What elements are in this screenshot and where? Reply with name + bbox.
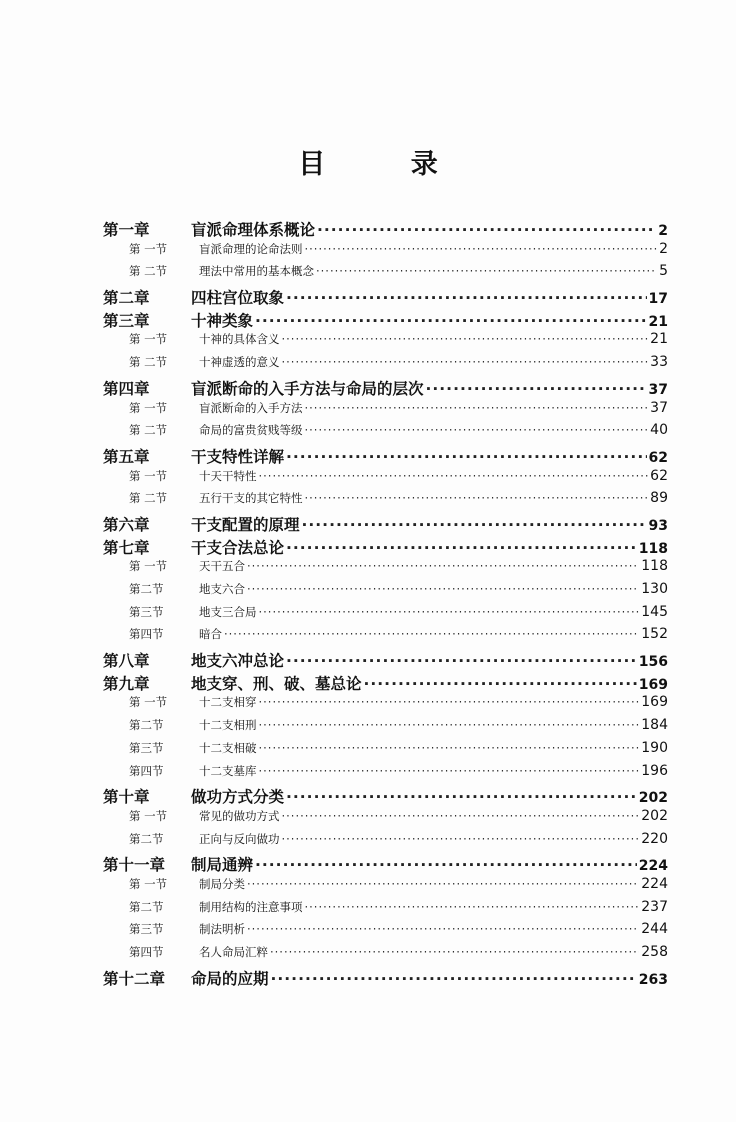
dot-leader bbox=[259, 764, 640, 778]
entry-label: 第一章 bbox=[103, 221, 150, 239]
toc-section-entry bbox=[103, 740, 668, 763]
toc-chapter-entry bbox=[103, 286, 668, 309]
entry-label: 第 一节 bbox=[129, 808, 168, 823]
entry-title: 十天干特性 bbox=[199, 468, 257, 483]
entry-title: 干支特性详解 bbox=[191, 447, 285, 466]
toc-chapter-entry bbox=[103, 445, 668, 468]
entry-title: 地支六合 bbox=[199, 582, 245, 596]
entry-title: 十二支相破 bbox=[199, 740, 257, 755]
entry-title: 理法中常用的基本概念 bbox=[199, 264, 314, 279]
entry-page-number: 37 bbox=[648, 381, 668, 398]
entry-title: 正向与反向做功 bbox=[199, 831, 280, 846]
entry-title: 名人命局汇粹 bbox=[199, 945, 268, 959]
toc-chapter-entry bbox=[103, 218, 668, 241]
entry-label: 第 一节 bbox=[129, 332, 168, 347]
toc-chapter-entry bbox=[103, 309, 668, 332]
dot-leader bbox=[224, 627, 639, 641]
entry-page-number: 152 bbox=[641, 626, 668, 643]
entry-label: 第四节 bbox=[129, 945, 164, 959]
dot-leader bbox=[270, 945, 639, 959]
dot-leader bbox=[317, 221, 656, 239]
dot-leader bbox=[259, 741, 640, 755]
entry-page-number: 156 bbox=[638, 654, 668, 671]
entry-page-number: 2 bbox=[659, 240, 668, 257]
entry-label: 第二节 bbox=[129, 831, 164, 846]
entry-label: 第二节 bbox=[129, 899, 164, 914]
toc-section-entry bbox=[103, 921, 668, 944]
entry-label: 第六章 bbox=[103, 515, 150, 534]
entry-label: 第 二节 bbox=[129, 355, 168, 370]
entry-page-number: 118 bbox=[641, 558, 668, 575]
dot-leader bbox=[282, 832, 640, 846]
toc-section-entry bbox=[103, 604, 668, 627]
entry-page-number: 37 bbox=[650, 399, 668, 416]
entry-page-number: 21 bbox=[650, 331, 668, 348]
toc-section-entry bbox=[103, 400, 668, 423]
entry-label: 第三节 bbox=[129, 922, 164, 937]
entry-label: 第三节 bbox=[129, 604, 164, 619]
entry-page-number: 5 bbox=[659, 263, 668, 280]
toc-chapter-entry bbox=[103, 785, 668, 808]
dot-leader bbox=[286, 788, 637, 806]
toc-section-entry bbox=[103, 241, 668, 264]
entry-title: 制用结构的注意事项 bbox=[199, 899, 303, 914]
entry-title: 命局的应期 bbox=[191, 969, 269, 988]
entry-page-number: 62 bbox=[648, 449, 668, 466]
entry-label: 第二节 bbox=[129, 582, 164, 596]
entry-label: 第七章 bbox=[103, 538, 150, 557]
dot-leader bbox=[286, 539, 637, 557]
entry-page-number: 237 bbox=[641, 898, 668, 915]
entry-label: 第十一章 bbox=[103, 856, 166, 875]
entry-label: 第二章 bbox=[103, 289, 150, 308]
toc-chapter-entry bbox=[103, 377, 668, 400]
entry-label: 第 一节 bbox=[129, 241, 168, 256]
toc-section-entry bbox=[103, 717, 668, 740]
entry-title: 十二支墓库 bbox=[199, 763, 257, 778]
dot-leader bbox=[271, 970, 637, 988]
entry-label: 第 一节 bbox=[129, 695, 168, 710]
dot-leader bbox=[302, 516, 647, 534]
entry-page-number: 169 bbox=[638, 676, 668, 693]
dot-leader bbox=[255, 312, 647, 330]
dot-leader bbox=[305, 242, 658, 256]
entry-title: 制局通辨 bbox=[191, 856, 254, 875]
entry-page-number: 190 bbox=[641, 739, 668, 756]
entry-page-number: 224 bbox=[638, 858, 668, 875]
entry-label: 第 一节 bbox=[129, 559, 168, 574]
entry-page-number: 93 bbox=[648, 517, 668, 534]
entry-title: 天干五合 bbox=[199, 559, 245, 574]
dot-leader bbox=[282, 355, 649, 369]
entry-page-number: 224 bbox=[641, 875, 668, 892]
entry-title: 制局分类 bbox=[199, 876, 245, 891]
toc-section-entry bbox=[103, 558, 668, 581]
entry-title: 地支三合局 bbox=[199, 604, 257, 619]
dot-leader bbox=[426, 380, 647, 398]
entry-title: 暗合 bbox=[199, 627, 222, 642]
entry-page-number: 202 bbox=[638, 790, 668, 807]
dot-leader bbox=[286, 652, 637, 670]
toc-section-entry bbox=[103, 331, 668, 354]
entry-label: 第五章 bbox=[103, 447, 150, 466]
entry-title: 盲派命理的论命法则 bbox=[199, 241, 303, 256]
toc-section-entry bbox=[103, 831, 668, 854]
entry-title: 四柱宫位取象 bbox=[191, 289, 285, 308]
toc-section-entry bbox=[103, 422, 668, 445]
dot-leader bbox=[259, 695, 640, 709]
toc-section-entry bbox=[103, 626, 668, 649]
entry-page-number: 263 bbox=[638, 971, 668, 988]
entry-label: 第三章 bbox=[103, 311, 150, 330]
dot-leader bbox=[259, 469, 649, 483]
toc-section-entry bbox=[103, 899, 668, 922]
entry-label: 第四章 bbox=[103, 379, 150, 398]
entry-label: 第四节 bbox=[129, 627, 164, 642]
entry-title: 盲派断命的入手方法与命局的层次 bbox=[191, 379, 424, 398]
entry-title: 制法明析 bbox=[199, 922, 245, 937]
dot-leader bbox=[282, 809, 640, 823]
toc-section-entry bbox=[103, 694, 668, 717]
entry-page-number: 62 bbox=[650, 467, 668, 484]
entry-page-number: 258 bbox=[641, 944, 668, 960]
entry-label: 第十二章 bbox=[103, 969, 166, 988]
toc-chapter-entry bbox=[103, 967, 668, 990]
entry-label: 第三节 bbox=[129, 740, 164, 755]
dot-leader bbox=[255, 856, 637, 874]
dot-leader bbox=[286, 448, 647, 466]
entry-label: 第二节 bbox=[129, 718, 164, 733]
toc-section-entry bbox=[103, 581, 668, 604]
entry-page-number: 202 bbox=[641, 807, 668, 824]
dot-leader bbox=[305, 491, 649, 505]
entry-title: 干支配置的原理 bbox=[191, 515, 300, 534]
entry-page-number: 40 bbox=[650, 422, 668, 439]
entry-page-number: 118 bbox=[638, 540, 668, 557]
dot-leader bbox=[247, 582, 639, 596]
entry-title: 十二支相刑 bbox=[199, 718, 257, 733]
dot-leader bbox=[305, 900, 640, 914]
toc-section-entry bbox=[103, 763, 668, 786]
entry-title: 五行干支的其它特性 bbox=[199, 491, 303, 506]
dot-leader bbox=[247, 922, 639, 936]
entry-title: 盲派命理体系概论 bbox=[191, 221, 316, 239]
entry-page-number: 196 bbox=[641, 762, 668, 779]
dot-leader bbox=[286, 289, 647, 307]
entry-page-number: 169 bbox=[641, 694, 668, 711]
toc-chapter-entry bbox=[103, 672, 668, 695]
toc-section-entry bbox=[103, 944, 668, 967]
toc-section-entry bbox=[103, 808, 668, 831]
entry-page-number: 89 bbox=[650, 490, 668, 507]
toc-chapter-entry bbox=[103, 853, 668, 876]
dot-leader bbox=[305, 423, 649, 437]
dot-leader bbox=[364, 675, 637, 693]
dot-leader bbox=[247, 559, 639, 573]
toc-chapter-entry bbox=[103, 513, 668, 536]
entry-title: 盲派断命的入手方法 bbox=[199, 400, 303, 415]
entry-label: 第 一节 bbox=[129, 400, 168, 415]
dot-leader bbox=[316, 264, 657, 278]
entry-label: 第 二节 bbox=[129, 264, 168, 279]
entry-label: 第九章 bbox=[103, 674, 150, 693]
toc-chapter-entry bbox=[103, 649, 668, 672]
entry-title: 地支穿、刑、破、墓总论 bbox=[191, 674, 362, 693]
entry-page-number: 17 bbox=[648, 291, 668, 308]
entry-page-number: 184 bbox=[641, 717, 668, 734]
entry-title: 命局的富贵贫贱等级 bbox=[199, 423, 303, 438]
entry-label: 第十章 bbox=[103, 788, 150, 807]
dot-leader bbox=[259, 605, 640, 619]
toc-section-entry bbox=[103, 468, 668, 491]
entry-label: 第 一节 bbox=[129, 468, 168, 483]
entry-page-number: 220 bbox=[641, 830, 668, 847]
entry-title: 十神类象 bbox=[191, 311, 254, 330]
dot-leader bbox=[247, 877, 639, 891]
table-of-contents bbox=[103, 218, 668, 989]
toc-section-entry bbox=[103, 490, 668, 513]
dot-leader bbox=[282, 332, 649, 346]
entry-page-number: 33 bbox=[650, 354, 668, 371]
toc-section-entry bbox=[103, 876, 668, 899]
dot-leader bbox=[305, 401, 649, 415]
toc-section-entry bbox=[103, 263, 668, 286]
entry-page-number: 244 bbox=[641, 921, 668, 938]
entry-page-number: 145 bbox=[641, 603, 668, 620]
entry-page-number: 21 bbox=[648, 313, 668, 330]
entry-title: 十神的具体含义 bbox=[199, 332, 280, 347]
page-title: 目 录 bbox=[298, 149, 476, 180]
entry-title: 十神虚透的意义 bbox=[199, 355, 280, 370]
entry-page-number: 130 bbox=[641, 581, 668, 597]
toc-section-entry bbox=[103, 354, 668, 377]
entry-title: 干支合法总论 bbox=[191, 538, 285, 557]
entry-label: 第 二节 bbox=[129, 491, 168, 506]
entry-label: 第 二节 bbox=[129, 423, 168, 438]
entry-title: 常见的做功方式 bbox=[199, 808, 280, 823]
entry-title: 做功方式分类 bbox=[191, 788, 285, 807]
entry-title: 地支六冲总论 bbox=[191, 652, 285, 671]
entry-label: 第八章 bbox=[103, 652, 150, 671]
entry-page-number: 2 bbox=[658, 223, 668, 239]
entry-label: 第 一节 bbox=[129, 876, 168, 891]
entry-label: 第四节 bbox=[129, 763, 164, 778]
dot-leader bbox=[259, 718, 640, 732]
entry-title: 十二支相穿 bbox=[199, 695, 257, 710]
toc-chapter-entry bbox=[103, 536, 668, 559]
